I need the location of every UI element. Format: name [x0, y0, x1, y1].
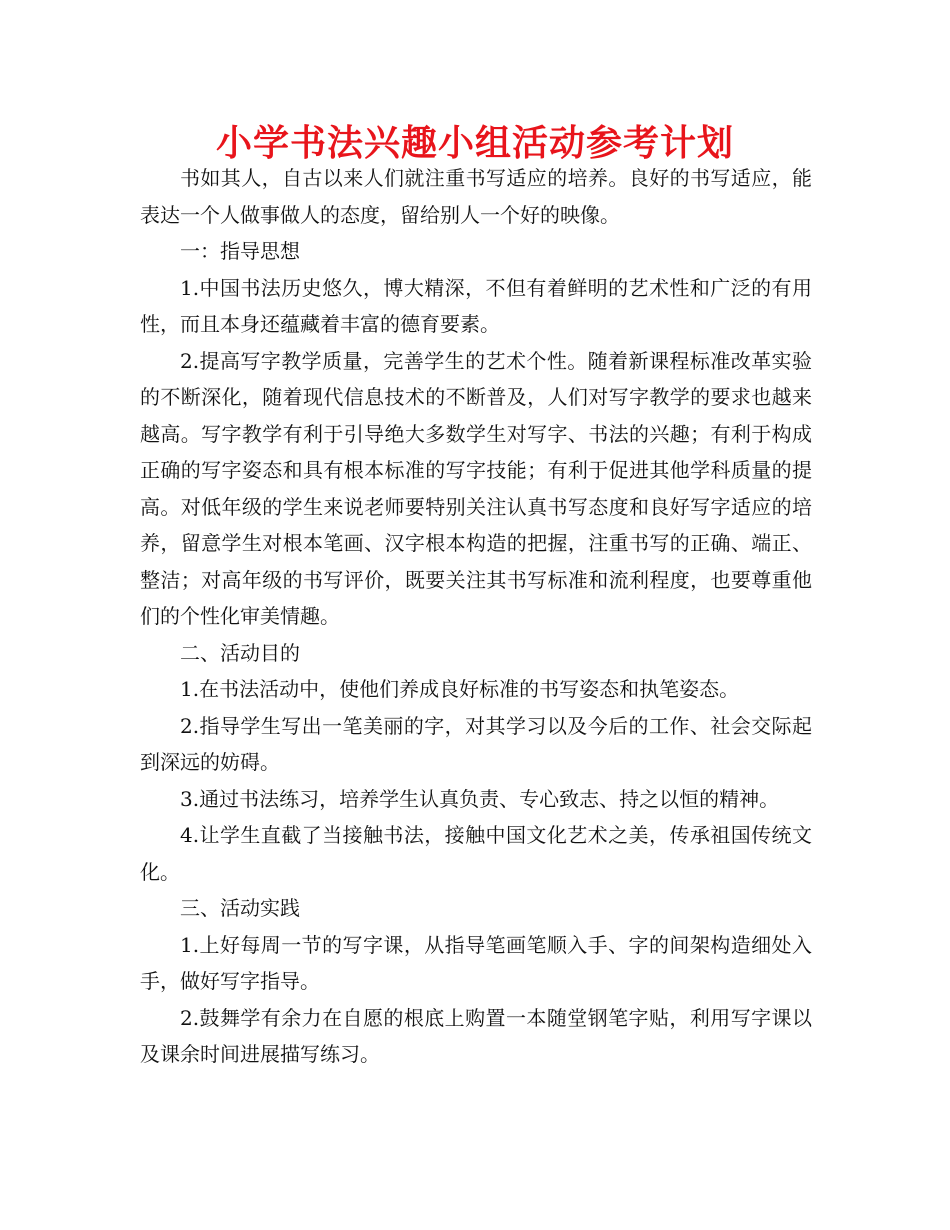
section-heading-guiding-thought: 一：指导思想 [180, 239, 300, 263]
section-heading-activity-practice: 三、活动实践 [180, 896, 300, 920]
paragraph: 1.上好每周一节的写字课，从指导笔画笔顺入手、字的间架构造细处入手，做好写字指导。 [140, 932, 812, 993]
paragraph: 2.指导学生写出一笔美丽的字，对其学习以及今后的工作、社会交际起到深远的妨碍。 [140, 713, 812, 774]
document-title: 小学书法兴趣小组活动参考计划 [215, 123, 734, 164]
paragraph: 2.提高写字教学质量，完善学生的艺术个性。随着新课程标准改革实验的不断深化，随着现代信息技术的不断普及，人们对写字教学的要求也越来越高。写字教学有利于引导绝大多数学生对写字、书法的兴趣；有利于构成正确的写字姿态和具有根本标准的写字技能；有利于促进其他学科质量的提高。对低年级的学生来说老师要特别关注认真书写态度和良好写字适应的培养，留意学生对根本笔画、汉字根本构造的把握，注重书写的正确、端正、整洁；对高年级的书写评价，既要关注其书写标准和流利程度，也要尊重他们的个性化审美情趣。 [140, 348, 812, 628]
section-heading-activity-purpose: 二、活动目的 [180, 640, 300, 665]
paragraph-intro: 书如其人，自古以来人们就注重书写适应的培养。良好的书写适应，能表达一个人做事做人的态度，留给别人一个好的映像。 [140, 166, 812, 227]
paragraph: 1.中国书法历史悠久，博大精深，不但有着鲜明的艺术性和广泛的有用性，而且本身还蕴藏着丰富的德育要素。 [140, 275, 812, 336]
document-body [140, 160, 812, 1073]
paragraph: 2.鼓舞学有余力在自愿的根底上购置一本随堂钢笔字贴，利用写字课以及课余时间进展描写练习。 [140, 1005, 812, 1066]
paragraph: 3.通过书法练习，培养学生认真负责、专心致志、持之以恒的精神。 [180, 786, 780, 811]
paragraph: 1.在书法活动中，使他们养成良好标准的书写姿态和执笔姿态。 [180, 677, 740, 701]
paragraph: 4.让学生直截了当接触书法，接触中国文化艺术之美，传承祖国传统文化。 [140, 823, 812, 884]
